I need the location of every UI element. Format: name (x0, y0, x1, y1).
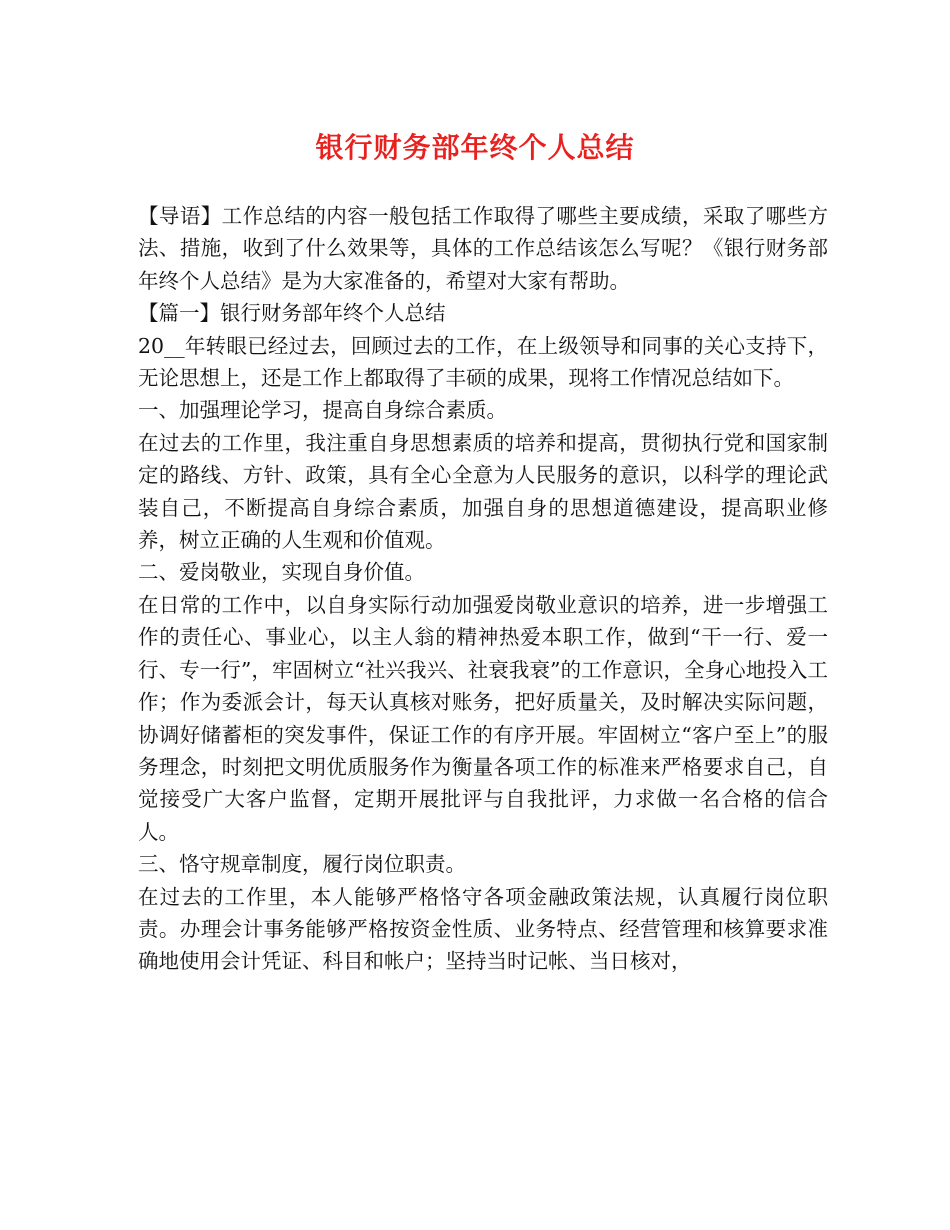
paragraph: 20__年转眼已经过去，回顾过去的工作，在上级领导和同事的关心支持下，无论思想上，还是工作上都取得了丰硕的成果，现将工作情况总结如下。 (138, 333, 828, 391)
paragraph: 在过去的工作里，本人能够严格恪守各项金融政策法规，认真履行岗位职责。办理会计事务能够严格按资金性质、业务特点、经营管理和核算要求准确地使用会计凭证、科目和帐户；坚持当时记帐、当日核对， (138, 884, 828, 974)
document-title: 银行财务部年终个人总结 (315, 131, 635, 164)
paragraph-heading-3: 三、恪守规章制度，履行岗位职责。 (138, 852, 466, 877)
paragraph: 在日常的工作中，以自身实际行动加强爱岗敬业意识的培养，进一步增强工作的责任心、事业心，以主人翁的精神热爱本职工作，做到“干一行、爱一行、专一行”，牢固树立“社兴我兴、社衰我衰”的工作意识，全身心地投入工作；作为委派会计，每天认真核对账务，把好质量关，及时解决实际问题，协调好储蓄柜的突发事件，保证工作的有序开展。牢固树立“客户至上”的服务理念，时刻把文明优质服务作为衡量各项工作的标准来严格要求自己，自觉接受广大客户监督，定期开展批评与自我批评，力求做一名合格的信合人。 (138, 592, 828, 844)
document-body (138, 200, 828, 978)
paragraph-heading-1: 一、加强理论学习，提高自身综合素质。 (138, 398, 507, 423)
paragraph: 在过去的工作里，我注重自身思想素质的培养和提高，贯彻执行党和国家制定的路线、方针、政策，具有全心全意为人民服务的意识，以科学的理论武装自己，不断提高自身综合素质，加强自身的思想道德建设，提高职业修养，树立正确的人生观和价值观。 (138, 430, 828, 553)
paragraph-intro: 【导语】工作总结的内容一般包括工作取得了哪些主要成绩，采取了哪些方法、措施，收到了什么效果等，具体的工作总结该怎么写呢？《银行财务部年终个人总结》是为大家准备的，希望对大家有帮助。 (138, 204, 828, 293)
paragraph-heading-2: 二、爱岗敬业，实现自身价值。 (138, 560, 425, 585)
paragraph-section-heading: 【篇一】银行财务部年终个人总结 (138, 301, 446, 326)
